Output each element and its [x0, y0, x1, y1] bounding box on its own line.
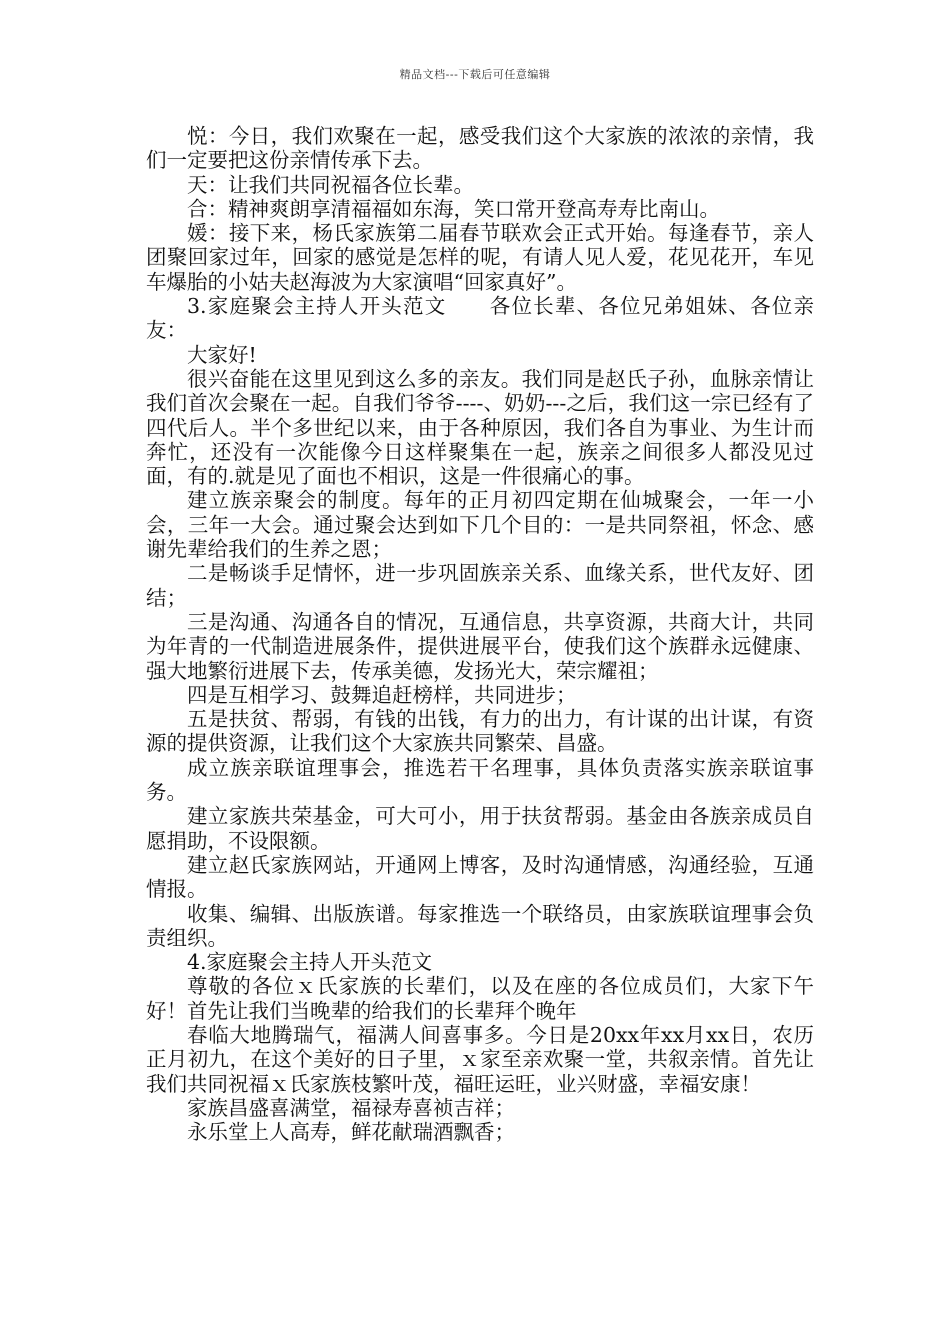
paragraph: 三是沟通、沟通各自的情况，互通信息，共享资源，共商大计，共同为年青的一代制造进展条件，提供进展平台，使我们这个族群永远健康、强大地繁衍进展下去，传承美德，发扬光大，荣宗耀祖； [146, 609, 814, 683]
paragraph: 五是扶贫、帮弱，有钱的出钱，有力的出力，有计谋的出计谋，有资源的提供资源，让我们这个大家族共同繁荣、昌盛。 [146, 707, 814, 756]
paragraph: 建立族亲聚会的制度。每年的正月初四定期在仙城聚会，一年一小会，三年一大会。通过聚会达到如下几个目的：一是共同祭祖，怀念、感谢先辈给我们的生养之恩； [146, 488, 814, 562]
paragraph: 建立家族共荣基金，可大可小，用于扶贫帮弱。基金由各族亲成员自愿捐助，不设限额。 [146, 804, 814, 853]
section-heading-4: 4.家庭聚会主持人开头范文 [187, 950, 433, 975]
document-body [146, 124, 814, 1144]
paragraph: 建立赵氏家族网站，开通网上博客，及时沟通情感，沟通经验，互通情报。 [146, 852, 814, 902]
paragraph: 永乐堂上人高寿，鲜花献瑞酒飘香； [187, 1120, 515, 1145]
page-header: 精品文档---下载后可任意编辑 [399, 68, 551, 81]
section-heading-3: 3.家庭聚会主持人开头范文 各位长辈、各位兄弟姐妹、各位亲友： [146, 294, 814, 343]
paragraph: 尊敬的各位ｘ氏家族的长辈们，以及在座的各位成员们，大家下午好！首先让我们当晚辈的给我们的长辈拜个晚年 [146, 974, 814, 1023]
paragraph: 二是畅谈手足情怀，进一步巩固族亲关系、血缘关系，世代友好、团结； [146, 561, 814, 610]
paragraph: 合：精神爽朗享清福福如东海，笑口常开登高寿寿比南山。 [187, 196, 720, 221]
paragraph: 成立族亲联谊理事会，推选若干名理事，具体负责落实族亲联谊事务。 [146, 755, 814, 805]
paragraph: 家族昌盛喜满堂，福禄寿喜祯吉祥； [187, 1095, 515, 1120]
paragraph: 天：让我们共同祝福各位长辈。 [187, 172, 474, 197]
paragraph: 四是互相学习、鼓舞追赶榜样，共同进步； [187, 682, 577, 707]
paragraph: 媛：接下来，杨氏家族第二届春节联欢会正式开始。每逢春节，亲人团聚回家过年，回家的感觉是怎样的呢，有请人见人爱，花见花开，车见车爆胎的小姑夫赵海波为大家演唱“回家真好”。 [146, 221, 814, 294]
paragraph: 大家好! [187, 342, 257, 367]
paragraph: 很兴奋能在这里见到这么多的亲友。我们同是赵氏子孙，血脉亲情让我们首次会聚在一起。自我们爷爷----、奶奶---之后，我们这一宗已经有了四代后人。半个多世纪以来，由于各种原因，我们各自为事业、为生计而奔忙，还没有一次能像今日这样聚集在一起，族亲之间很多人都没见过面，有的.就是见了面也不相识，这是一件很痛心的事。 [146, 366, 814, 489]
paragraph: 悦：今日，我们欢聚在一起，感受我们这个大家族的浓浓的亲情，我们一定要把这份亲情传承下去。 [146, 124, 814, 173]
paragraph: 收集、编辑、出版族谱。每家推选一个联络员，由家族联谊理事会负责组织。 [146, 901, 814, 950]
paragraph: 春临大地腾瑞气，福满人间喜事多。今日是20xx年xx月xx日，农历正月初九，在这个美好的日子里，ｘ家至亲欢聚一堂，共叙亲情。首先让我们共同祝福ｘ氏家族枝繁叶茂，福旺运旺，业兴财盛，幸福安康！ [146, 1022, 814, 1096]
